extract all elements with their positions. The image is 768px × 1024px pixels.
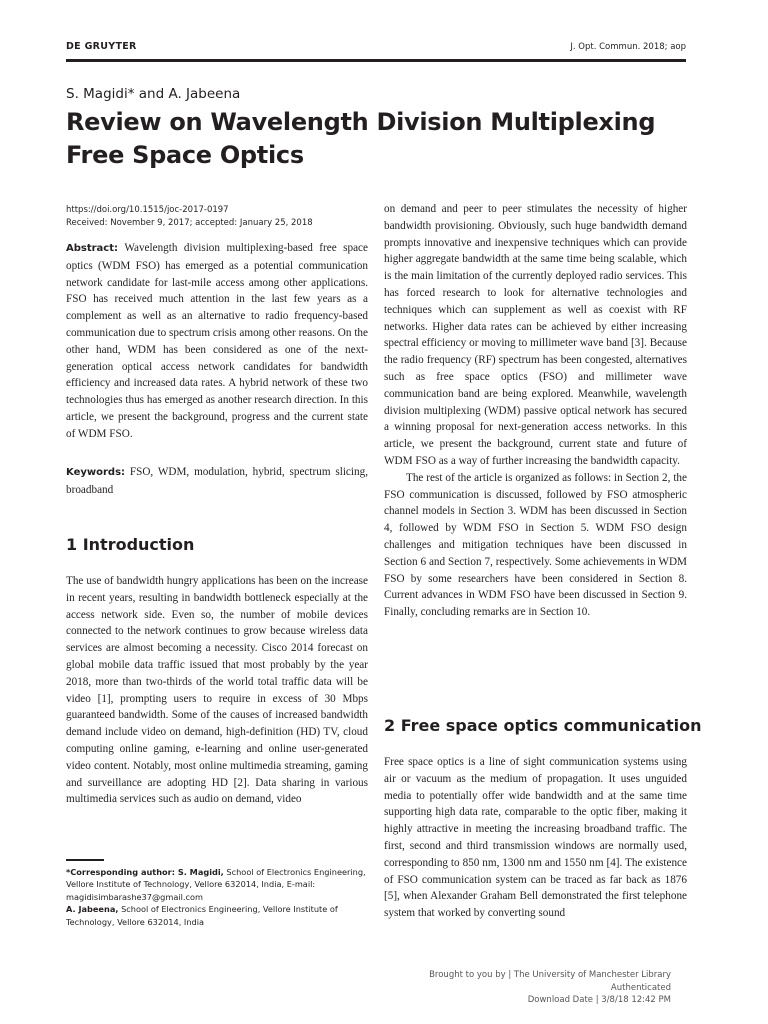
keywords [66, 464, 368, 499]
article-title: Review on Wavelength Division Multiplexing Free Space Optics [66, 108, 656, 169]
abstract-label: Abstract: [66, 243, 119, 254]
second-author-affiliation: School of Electronics Engineering, Vellore Institute of Technology, Vellore 632014, India [66, 904, 338, 927]
section-2-heading: 2 Free space optics communication [384, 716, 702, 735]
running-header [66, 41, 686, 55]
keywords-label: Keywords: [66, 467, 126, 478]
footer-authenticated: Authenticated [610, 982, 671, 993]
author-list: S. Magidi* and A. Jabeena [66, 86, 241, 102]
section-2-paragraph-1: Free space optics is a line of sight communication systems using air or vacuum as the medium of propagation. It uses unguided media to potentially offer wide bandwidth and at the same time supporting high data rate, comparable to the optic fiber, making it highly attractive in meeting the increasing broadband traffic. The first, second and third transmission windows are normally used, corresponding to 850 nm, 1300 nm and 1550 nm [4]. The existence of FSO communication system can be traced as far back as 1876 [5], when Alexander Graham Bell demonstrated the first telephone system that worked by converting sound [384, 756, 687, 920]
corresponding-author-affiliation: School of Electronics Engineering, Vellore Institute of Technology, Vellore 632014, India, E-mail: magidisimbarashe37@gmail.com [66, 867, 366, 902]
journal-reference: J. Opt. Commun. 2018; aop [570, 42, 686, 52]
doi-link[interactable]: https://doi.org/10.1515/joc-2017-0197 [66, 205, 229, 215]
section-1-paragraph-2: The rest of the article is organized as follows: in Section 2, the FSO communication is discussed, followed by FSO atmospheric channel models in Section 3. WDM has been discussed in Section 4, followed by WDM FSO in Section 5. WDM FSO design challenges and mitigation techniques have been discussed in Section 6 and Section 7, respectively. Some achievements in WDM FSO by some researchers have been considered in Section 8. Current advances in WDM FSO have been discussed in Section 9. Finally, concluding remarks are in Section 10. [384, 471, 687, 619]
header-rule [66, 59, 686, 62]
keywords-text: FSO, WDM, modulation, hybrid, spectrum slicing, broadband [66, 466, 368, 496]
footer-download-date: Download Date | 3/8/18 12:42 PM [527, 995, 671, 1005]
author-footnote [66, 866, 376, 928]
right-column-continuation [384, 201, 687, 621]
received-dates: Received: November 9, 2017; accepted: January 25, 2018 [66, 218, 313, 228]
abstract-text: Wavelength division multiplexing-based free space optics (WDM FSO) has emerged as a potential communication network candidate for last-mile access among other applications. FSO has received much attention in the last few years as a complement as well as an alternative to radio frequency-based communication due to spectrum crisis among other reasons. On the other hand, WDM has been considered as one of the next-generation optical access network candidates for bandwidth efficiency and increased data rates. A hybrid network of these two technologies thus has emerged as another research direction. In this article, we present the background, progress and the current state of WDM FSO. [66, 242, 368, 440]
section-2-body [384, 754, 687, 922]
abstract [66, 240, 368, 443]
footer-access-line: Brought to you by | The University of Manchester Library [429, 970, 671, 980]
second-author-label: A. Jabeena, [66, 904, 119, 915]
section-1-paragraph-1-continued: on demand and peer to peer stimulates the necessity of higher bandwidth provisioning. Obviously, such huge bandwidth demand prompts innovative and inexpensive techniques which can provide higher aggregate bandwidth at the same time being scalable, which is the main limitation of the currently deployed radio services. This has forced research to look for alternative technologies and techniques which can supplement as well as coexist with RF networks. Higher data rates can be achieved by either increasing spectral efficiency or moving to millimeter wave band [3]. Because the radio frequency (RF) spectrum has been congested, alternatives such as free space optics (FSO) and millimeter wave communication band are being explored. Meanwhile, wavelength division multiplexing (WDM) passive optical network has secured a winning proposal for next-generation access networks. In this article, we present the background, current state and future of WDM FSO as a way of further increasing the bandwidth capacity. [384, 203, 687, 467]
article-meta [66, 204, 313, 230]
section-1-paragraph-1: The use of bandwidth hungry applications has been on the increase in recent years, resulting in bandwidth bottleneck especially at the access network side. Even so, the number of mobile devices connected to the network continues to grow because wireless data services are almost becoming a necessity. Cisco 2014 forecast on global mobile data traffic issued that most probably by the year 2018, more than two-thirds of the world total traffic data will be video [1], prompting users to require in excess of 30 Mbps guaranteed bandwidth. Some of the causes of increased bandwidth demand include video on demand, high-definition (HD) TV, cloud computing online gaming, e-learning and online user-generated video content. Notably, most online multimedia streaming, gaming and surveillance are adopting HD [2]. Data sharing in various multimedia services such as audio on demand, video [66, 575, 368, 806]
download-footer [380, 969, 671, 1007]
publisher-name: DE GRUYTER [66, 41, 137, 52]
section-1-heading: 1 Introduction [66, 535, 195, 554]
section-1-body [66, 573, 368, 808]
footnote-rule [66, 859, 104, 861]
corresponding-author-label: *Corresponding author: S. Magidi, [66, 867, 224, 877]
